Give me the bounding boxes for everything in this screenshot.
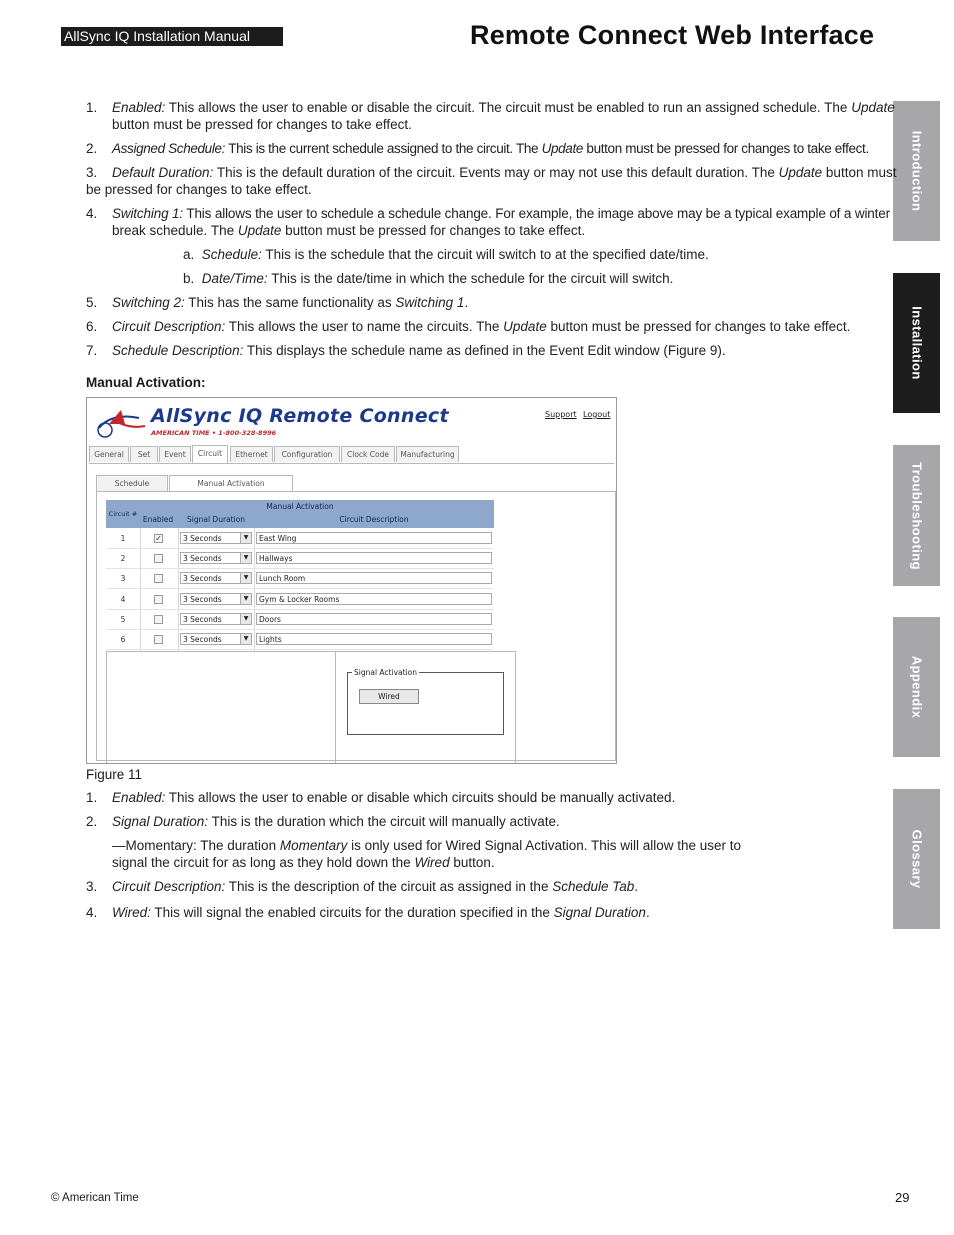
item-term: Schedule Description:: [112, 343, 244, 358]
subtab-schedule[interactable]: Schedule: [96, 475, 168, 491]
footer-copyright: © American Time: [51, 1192, 139, 1204]
item-text: This is the current schedule assigned to the circuit. The: [225, 141, 542, 156]
chevron-down-icon: ▼: [240, 553, 251, 563]
item-text: button must be pressed for changes to take effect.: [546, 319, 851, 334]
table-row: [106, 529, 494, 549]
manual-name: AllSync IQ Installation Manual: [61, 27, 283, 46]
item-text: .: [634, 879, 639, 894]
item-number: 6.: [86, 319, 98, 334]
signal-activation-legend: Signal Activation: [354, 668, 417, 677]
support-link[interactable]: Support: [545, 410, 577, 419]
chevron-down-icon: ▼: [240, 614, 251, 624]
circuit-number: 4: [120, 595, 126, 604]
item-number: 3.: [86, 165, 98, 180]
chevron-down-icon: ▼: [240, 533, 251, 543]
item-term: Update: [851, 100, 895, 115]
sublist-item: a. Schedule: This is the schedule that the circuit will switch to at the specified date/time.: [183, 247, 709, 262]
item-text-line2: break schedule. The Update button must be pressed for changes to take effect.: [112, 223, 586, 238]
side-tab-label: Glossary: [909, 829, 924, 889]
col-circuit: Circuit #: [108, 510, 138, 518]
side-tab-glossary[interactable]: [893, 789, 940, 929]
signal-duration-select[interactable]: 3 Seconds ▼: [180, 572, 252, 584]
table-row: [106, 630, 494, 650]
side-tab-introduction[interactable]: [893, 101, 940, 241]
item-text: .: [464, 295, 469, 310]
circuit-number: 3: [120, 574, 126, 583]
item-term: Circuit Description:: [112, 319, 226, 334]
momentary-note: —Momentary: The duration Momentary is only used for Wired Signal Activation. This will allow the user to: [112, 838, 742, 853]
item-term: Switching 1:: [112, 206, 183, 221]
figure-screenshot: [86, 397, 617, 764]
item-number: 4.: [86, 905, 98, 920]
col-circuit-description: Circuit Description: [339, 515, 409, 524]
item-text: This allows the user to enable or disable the circuit. The circuit must be enabled to run an assigned schedule. The: [165, 100, 852, 115]
wired-button[interactable]: Wired: [359, 689, 419, 704]
item-text: button must: [822, 165, 897, 180]
item-number: 1.: [86, 790, 98, 805]
item-term: Circuit Description:: [112, 879, 226, 894]
item-number: 2.: [86, 141, 98, 156]
item-term: Update: [503, 319, 547, 334]
item-term: Switching 1: [395, 295, 465, 310]
item-text: This displays the schedule name as defined in the Event Edit window (Figure 9).: [243, 343, 726, 358]
table-row: [106, 549, 494, 569]
item-text: This has the same functionality as: [184, 295, 396, 310]
side-tab-label: Installation: [909, 306, 924, 380]
circuit-number: 1: [120, 534, 126, 543]
app-logo-subtitle: AMERICAN TIME • 1-800-328-8996: [151, 429, 277, 437]
enabled-checkbox[interactable]: [154, 635, 163, 644]
item-number: 5.: [86, 295, 98, 310]
side-tab-installation[interactable]: [893, 273, 940, 413]
side-tab-label: Appendix: [909, 655, 924, 719]
logout-link[interactable]: Logout: [583, 410, 611, 419]
side-tab-label: Troubleshooting: [909, 461, 924, 570]
section-label: Manual Activation:: [86, 375, 206, 390]
american-time-logo-icon: [95, 406, 147, 440]
enabled-checkbox[interactable]: [154, 595, 163, 604]
item-text: .: [645, 905, 650, 920]
item-text: This allows the user to enable or disable which circuits should be manually activated.: [165, 790, 676, 805]
tabs-divider: [89, 463, 614, 464]
item-text-line2: button must be pressed for changes to take effect.: [112, 117, 412, 132]
item-number: 3.: [86, 879, 98, 894]
tab-manufacturing[interactable]: Manufacturing: [396, 446, 459, 462]
tab-event[interactable]: Event: [159, 446, 191, 462]
item-term: Signal Duration: [553, 905, 646, 920]
figure-caption: Figure 11: [86, 767, 143, 782]
grid-title: Manual Activation: [266, 502, 334, 511]
item-term: Assigned Schedule:: [112, 141, 226, 156]
item-term: Update: [541, 141, 584, 156]
tab-general[interactable]: General: [89, 446, 129, 462]
enabled-checkbox[interactable]: [154, 574, 163, 583]
circuit-description-field[interactable]: East Wing: [256, 532, 492, 544]
tab-circuit[interactable]: Circuit: [192, 445, 228, 463]
enabled-checkbox[interactable]: [154, 554, 163, 563]
item-text: This is the description of the circuit as assigned in the: [225, 879, 553, 894]
col-signal-duration: Signal Duration: [187, 515, 245, 524]
item-text-line2: be pressed for changes to take effect.: [86, 182, 312, 197]
signal-duration-select[interactable]: 3 Seconds ▼: [180, 532, 252, 544]
item-term: Schedule Tab: [552, 879, 635, 894]
item-text: This will signal the enabled circuits for the duration specified in the: [150, 905, 554, 920]
side-tab-label: Introduction: [909, 130, 924, 212]
item-term: Wired:: [112, 905, 151, 920]
signal-duration-select[interactable]: 3 Seconds ▼: [180, 633, 252, 645]
circuit-number: 2: [120, 554, 126, 563]
circuit-description-field[interactable]: Gym & Locker Rooms: [256, 593, 492, 605]
tab-configuration[interactable]: Configuration: [274, 446, 340, 462]
side-tab-troubleshooting[interactable]: [893, 445, 940, 586]
item-number: 4.: [86, 206, 98, 221]
tab-set[interactable]: Set: [130, 446, 158, 462]
subtab-manual-activation[interactable]: Manual Activation: [169, 475, 293, 493]
app-logo-title: AllSync IQ Remote Connect: [151, 405, 449, 427]
circuit-description-field[interactable]: Lunch Room: [256, 572, 492, 584]
sublist-item: b. Date/Time: This is the date/time in which the schedule for the circuit will switch.: [183, 271, 674, 286]
page-title: Remote Connect Web Interface: [470, 20, 875, 50]
signal-duration-select[interactable]: 3 Seconds ▼: [180, 613, 252, 625]
circuit-description-field[interactable]: Doors: [256, 613, 492, 625]
page-number: 29: [895, 1190, 910, 1205]
item-text: button must be pressed for changes to take effect.: [583, 141, 869, 156]
item-term: Default Duration:: [112, 165, 214, 180]
tab-ethernet[interactable]: Ethernet: [230, 446, 273, 462]
circuit-number: 5: [120, 615, 126, 624]
item-term: Switching 2:: [112, 295, 185, 310]
item-text: This is the duration which the circuit will manually activate.: [208, 814, 560, 829]
item-number: 2.: [86, 814, 98, 829]
item-term: Enabled:: [112, 100, 166, 115]
table-row: [106, 610, 494, 630]
item-text: This is the default duration of the circuit. Events may or may not use this default duration. The: [213, 165, 779, 180]
table-row: [106, 590, 494, 610]
table-row: [106, 569, 494, 589]
circuit-number: 6: [120, 635, 126, 644]
enabled-checkbox[interactable]: ✓: [155, 534, 162, 543]
item-term: Enabled:: [112, 790, 166, 805]
circuit-description-field[interactable]: Hallways: [256, 552, 492, 564]
signal-duration-select[interactable]: 3 Seconds ▼: [180, 552, 252, 564]
grid-header: [106, 500, 494, 528]
item-number: 1.: [86, 100, 98, 115]
momentary-note-line2: signal the circuit for as long as they hold down the Wired button.: [112, 855, 495, 870]
item-text: This allows the user to name the circuits. The: [225, 319, 504, 334]
lower-panel-divider: [335, 651, 336, 763]
signal-duration-select[interactable]: 3 Seconds ▼: [180, 593, 252, 605]
item-term: Signal Duration:: [112, 814, 209, 829]
item-term: Update: [778, 165, 823, 180]
item-number: 7.: [86, 343, 98, 358]
chevron-down-icon: ▼: [240, 634, 251, 644]
circuit-description-field[interactable]: Lights: [256, 633, 492, 645]
chevron-down-icon: ▼: [240, 594, 251, 604]
chevron-down-icon: ▼: [240, 573, 251, 583]
side-tab-appendix[interactable]: [893, 617, 940, 757]
enabled-checkbox[interactable]: [154, 615, 163, 624]
item-text: This allows the user to schedule a schedule change. For example, the image above may be a typical example of a winter: [183, 206, 890, 221]
col-enabled: Enabled: [142, 515, 174, 524]
tab-clock-code[interactable]: Clock Code: [341, 446, 395, 462]
